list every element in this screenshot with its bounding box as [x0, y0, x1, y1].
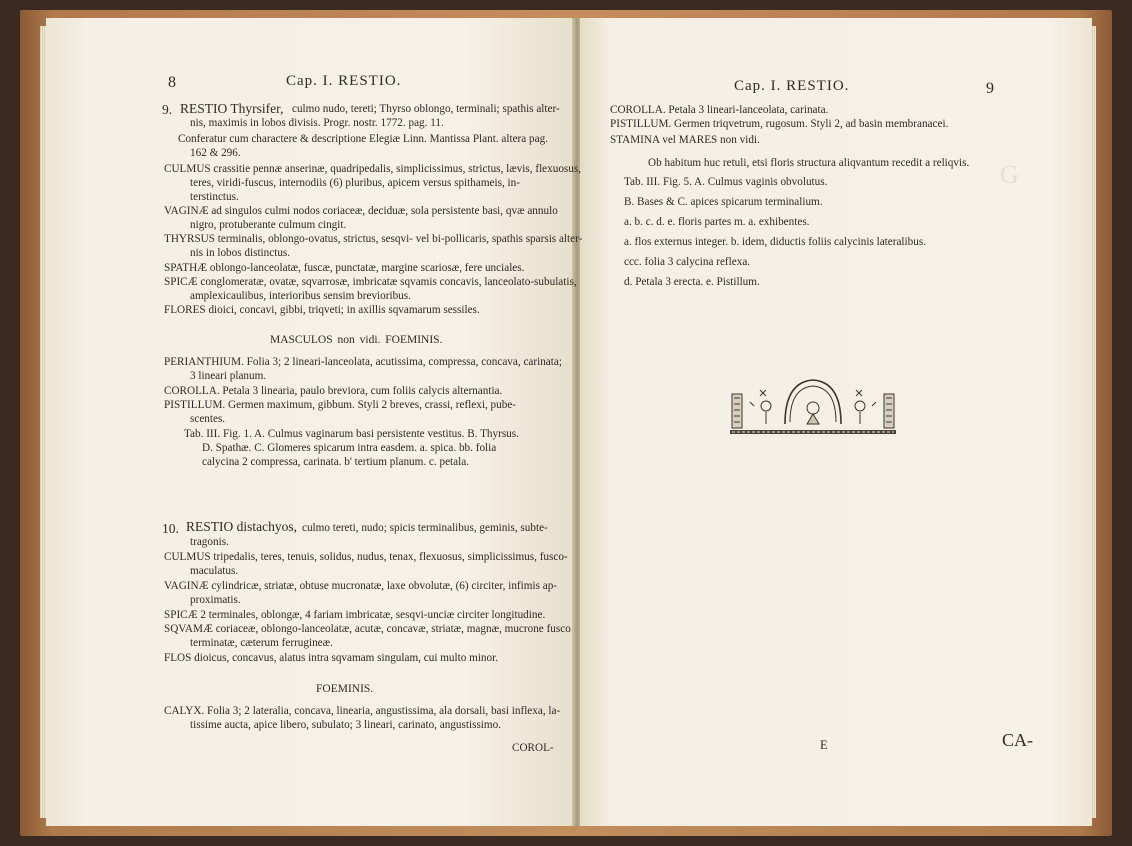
text-line: VAGINÆ ad singulos culmi nodos coriaceæ, deciduæ, sola persistente basi, qvæ annulo	[164, 205, 558, 217]
text-line: CALYX. Folia 3; 2 lateralia, concava, linearia, angustissima, ala dorsali, basi inflexa, la-	[164, 705, 561, 717]
text-line: teres, viridi-fuscus, internodiis (6) pluribus, apicem versus spithameis, in-	[190, 177, 520, 189]
text-line: terstinctus.	[190, 191, 239, 203]
page-number-left: 8	[168, 74, 176, 91]
text-line: PERIANTHIUM. Folia 3; 2 lineari-lanceolata, acutissima, compressa, concava, carinata;	[164, 356, 562, 368]
text-line: terminatæ, cæterum ferrugineæ.	[190, 637, 333, 649]
text-line: CULMUS tripedalis, teres, tenuis, solidus, nudus, tenax, flexuosus, simplicissimus, fusco-	[164, 551, 568, 563]
text-line: maculatus.	[190, 565, 239, 577]
text-line: proximatis.	[190, 594, 241, 606]
text-line: SPICÆ conglomeratæ, ovatæ, sqvarrosæ, imbricatæ sqvamis concavis, lanceolato-subulatis,	[164, 276, 577, 288]
running-head-right: Cap. I. RESTIO.	[734, 78, 850, 94]
catchword: COROL-	[512, 742, 554, 754]
signature-mark: E	[820, 738, 828, 752]
text-line: Conferatur cum charactere & descriptione Elegiæ Linn. Mantissa Plant. altera pag.	[178, 133, 548, 145]
text-line: SPICÆ 2 terminales, oblongæ, 4 fariam imbricatæ, sesqvi-unciæ circiter longitudine.	[164, 609, 546, 621]
text-line: nis, maximis in lobos divisis. Progr. nostr. 1772. pag. 11.	[190, 117, 444, 129]
running-head-left: Cap. I. RESTIO.	[286, 73, 402, 89]
text-line: PISTILLUM. Germen maximum, gibbum. Styli 2 breves, crassi, reflexi, pube-	[164, 399, 517, 411]
text-line: CULMUS crassitie pennæ anserinæ, quadripedalis, simplicissimus, strictus, lævis, flexuosus,	[164, 163, 582, 175]
text-line: a. b. c. d. e. floris partes m. a. exhibentes.	[624, 216, 810, 228]
section-heading: MASCULOS non vidi. FOEMINIS.	[270, 334, 443, 346]
text-line: Tab. III. Fig. 5. A. Culmus vaginis obvolutus.	[624, 176, 828, 188]
text-line: Tab. III. Fig. 1. A. Culmus vaginarum basi persistente vestitus. B. Thyrsus.	[184, 428, 519, 440]
text-line: scentes.	[190, 413, 226, 425]
text-line: FLOS dioicus, concavus, alatus intra sqvamam singulam, cui multo minor.	[164, 652, 499, 664]
text-line: SQVAMÆ coriaceæ, oblongo-lanceolatæ, acutæ, concavæ, striatæ, magnæ, mucrone fusco	[164, 623, 571, 635]
text-line: nis in lobos distinctus.	[190, 247, 291, 259]
bleed-through-text: G	[1000, 160, 1021, 189]
text-line: calycina 2 compressa, carinata. b' tertium planum. c. petala.	[202, 456, 469, 468]
section-heading: FOEMINIS.	[316, 683, 374, 695]
species-number: 10.	[162, 521, 179, 536]
text-line: 162 & 296.	[190, 147, 241, 159]
text-line: B. Bases & C. apices spicarum terminalium.	[624, 196, 823, 208]
text-line: Ob habitum huc retuli, etsi floris structura aliqvantum recedit a reliqvis.	[648, 157, 970, 169]
text-line: ccc. folia 3 calycina reflexa.	[624, 256, 751, 268]
text-line: FLORES dioici, concavi, gibbi, triqveti; in axillis sqvamarum sessiles.	[164, 304, 480, 316]
catchword: CA-	[1002, 730, 1033, 750]
text-line: nigro, protuberante culmum cingit.	[190, 219, 347, 231]
text-line: culmo tereti, nudo; spicis terminalibus, geminis, subte-	[302, 522, 548, 534]
text-line: d. Petala 3 erecta. e. Pistillum.	[624, 276, 760, 288]
text-line: THYRSUS terminalis, oblongo-ovatus, strictus, sesqvi- vel bi-pollicaris, spathis sparsis alter-	[164, 233, 583, 245]
text-line: culmo nudo, tereti; Thyrso oblongo, terminali; spathis alter-	[292, 103, 560, 115]
text-line: amplexicaulibus, interioribus sensim brevioribus.	[190, 290, 411, 302]
page-number-right: 9	[986, 80, 994, 97]
text-line: D. Spathæ. C. Glomeres spicarum intra easdem. a. spica. bb. folia	[202, 442, 497, 454]
text-line: SPATHÆ oblongo-lanceolatæ, fuscæ, punctatæ, margine scariosæ, fere unciales.	[164, 262, 525, 274]
text-line: 3 lineari planum.	[190, 370, 267, 382]
text-line: COROLLA. Petala 3 linearia, paulo breviora, cum foliis calycis alternantia.	[164, 385, 503, 397]
species-title: RESTIO Thyrsifer,	[180, 101, 284, 116]
text-line: VAGINÆ cylindricæ, striatæ, obtuse mucronatæ, laxe obvolutæ, (6) circiter, infimis ap-	[164, 580, 558, 592]
species-number: 9.	[162, 102, 173, 117]
text-line: PISTILLUM. Germen triqvetrum, rugosum. Styli 2, ad basin membranacei.	[610, 118, 949, 130]
text-line: tissime aucta, apice libero, subulato; 3 lineari, carinato, angustissimo.	[190, 719, 501, 731]
text-line: a. flos externus integer. b. idem, diductis foliis calycinis lateralibus.	[624, 236, 926, 248]
text-line: tragonis.	[190, 536, 229, 548]
species-title: RESTIO distachyos,	[186, 519, 297, 534]
decorative-vignette	[730, 376, 896, 436]
text-line: STAMINA vel MARES non vidi.	[610, 134, 760, 146]
text-line: COROLLA. Petala 3 lineari-lanceolata, carinata.	[610, 104, 829, 116]
